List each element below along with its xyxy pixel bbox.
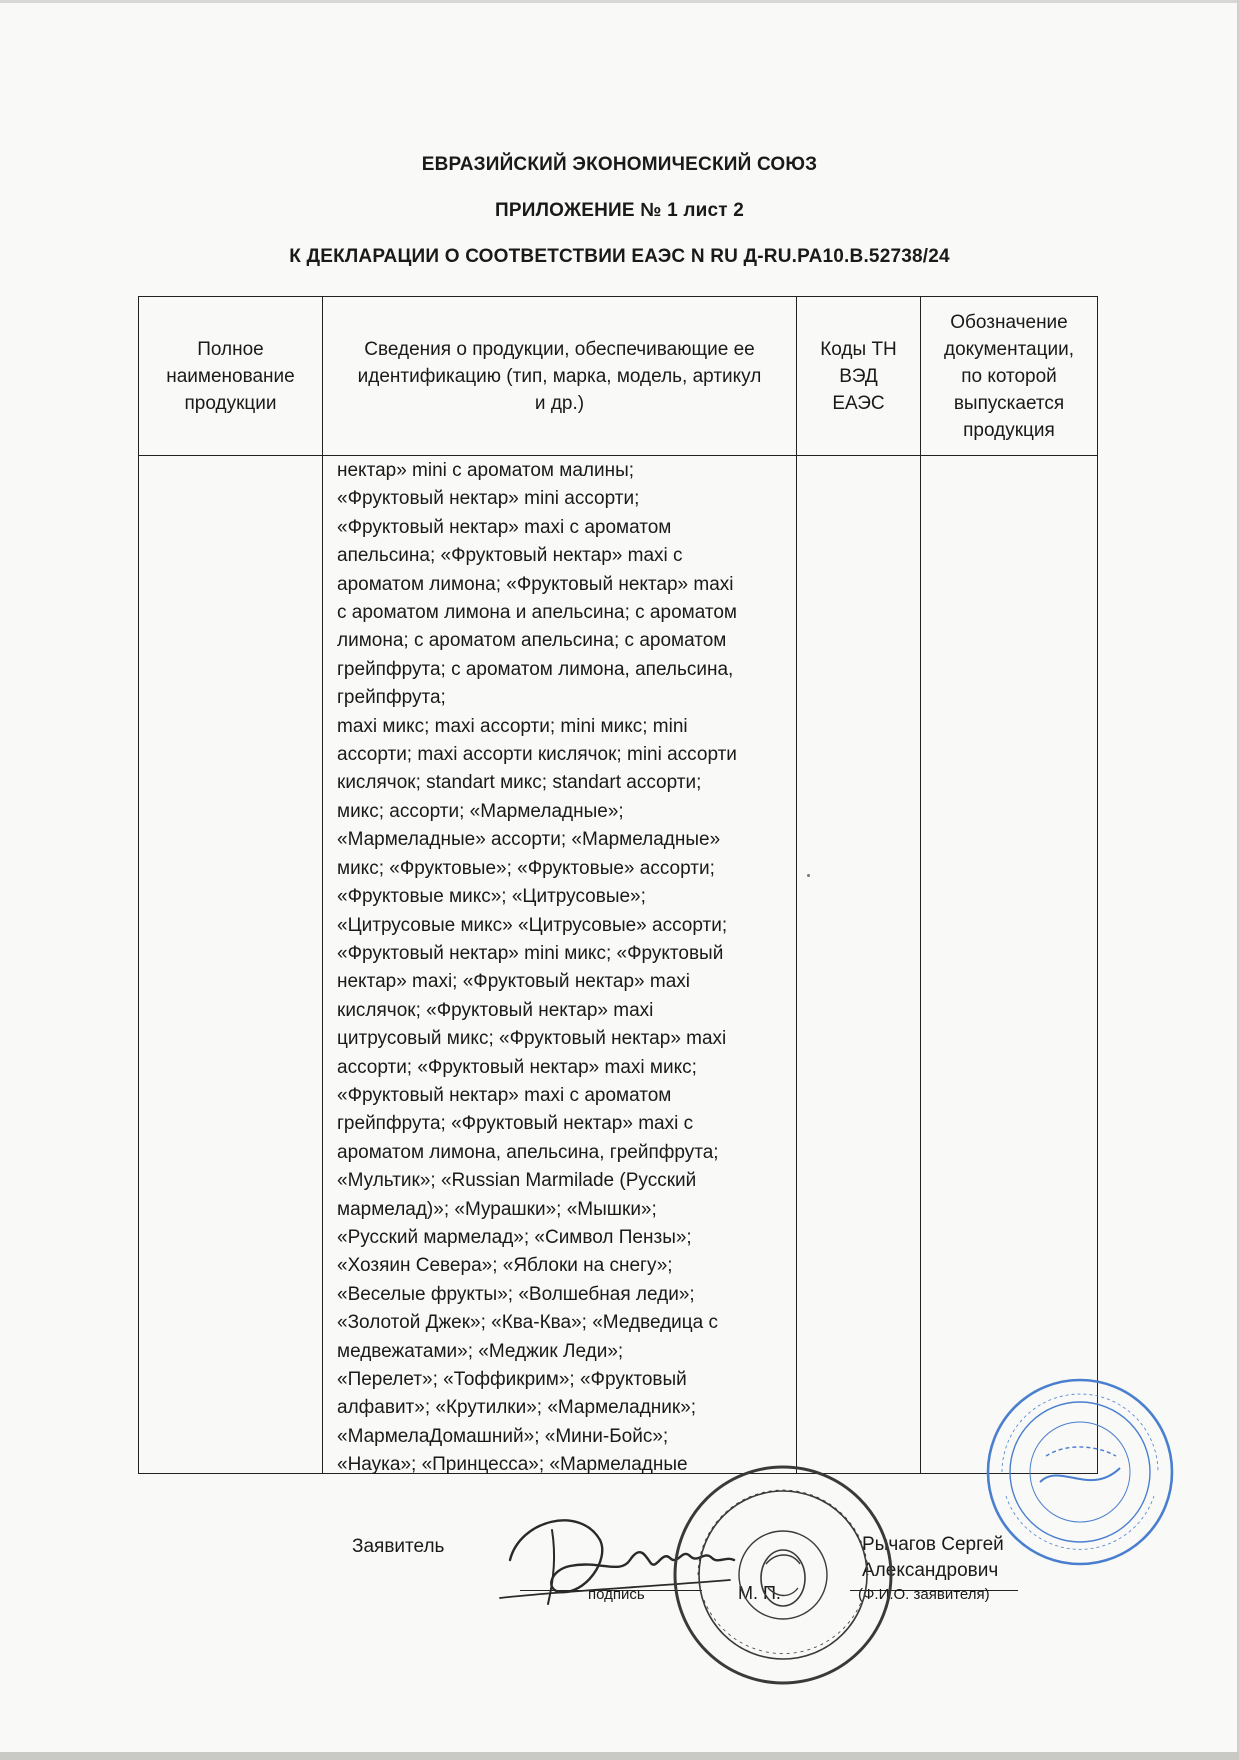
description-line: «Цитрусовые микс» «Цитрусовые» ассорти; bbox=[337, 914, 728, 936]
description-line: кислячок; standart микс; standart ассорти; bbox=[337, 772, 702, 794]
description-line: «Фруктовый нектар» mini микс; «Фруктовый bbox=[337, 942, 724, 964]
description-line: микс; ассорти; «Мармеладные»; bbox=[337, 800, 624, 822]
description-line: «Перелет»; «Тоффикрим»; «Фруктовый bbox=[337, 1369, 687, 1390]
appendix-title: ПРИЛОЖЕНИЕ № 1 лист 2 bbox=[495, 200, 744, 221]
stamp-caption: М. П. bbox=[738, 1583, 781, 1603]
product-table bbox=[138, 296, 1098, 1474]
description-line: цитрусовый микс; «Фруктовый нектар» maxi bbox=[337, 1028, 727, 1050]
description-line: ассорти; maxi ассорти кислячок; mini ассорти bbox=[337, 744, 737, 766]
description-line: грейпфрута; «Фруктовый нектар» maxi с bbox=[337, 1113, 694, 1135]
description-line: «Фруктовый нектар» mini ассорти; bbox=[337, 488, 640, 510]
description-line: «Фруктовый нектар» maxi с ароматом bbox=[337, 516, 672, 538]
description-line: ароматом лимона; «Фруктовый нектар» maxi bbox=[337, 573, 734, 595]
description-line: лимона; с ароматом апельсина; с ароматом bbox=[337, 630, 727, 652]
description-line: апельсина; «Фруктовый нектар» maxi с bbox=[337, 545, 683, 567]
column-header-product-name: Полное наименование продукции bbox=[166, 338, 295, 414]
description-line: грейпфрута; bbox=[337, 687, 446, 709]
description-line: кислячок; «Фруктовый нектар» maxi bbox=[337, 999, 654, 1021]
fio-caption: (Ф.И.О. заявителя) bbox=[858, 1586, 990, 1603]
description-line: «Фруктовый нектар» maxi с ароматом bbox=[337, 1084, 672, 1106]
table-divider bbox=[322, 297, 323, 1473]
description-line: нектар» mini с ароматом малины; bbox=[337, 460, 635, 481]
scan-edge-top bbox=[0, 0, 1239, 3]
signature-caption: подпись bbox=[588, 1586, 645, 1603]
description-line: «Веселые фрукты»; «Волшебная леди»; bbox=[337, 1283, 695, 1305]
table-header-divider bbox=[139, 455, 1097, 456]
product-description-cell bbox=[337, 457, 797, 1475]
description-line: «МармелаДомашний»; «Мини-Бойс»; bbox=[337, 1425, 669, 1447]
description-line: «Фруктовые микс»; «Цитрусовые»; bbox=[337, 886, 646, 908]
description-line: с ароматом лимона и апельсина; с ароматом bbox=[337, 602, 737, 624]
description-line: мармелад)»; «Мурашки»; «Мышки»; bbox=[337, 1198, 657, 1220]
scan-edge-bottom bbox=[0, 1752, 1239, 1760]
description-line: maxi микс; maxi ассорти; mini микс; mini bbox=[337, 715, 688, 737]
description-line: «Русский мармелад»; «Символ Пензы»; bbox=[337, 1226, 692, 1248]
applicant-name-line2: Александрович bbox=[862, 1560, 999, 1581]
declaration-title: К ДЕКЛАРАЦИИ О СООТВЕТСТВИИ ЕАЭС N RU Д-RU.PA10.B.52738/24 bbox=[289, 246, 950, 267]
column-header-documentation: Обозначение документации, по которой выпускается продукция bbox=[943, 311, 1075, 441]
description-line: микс; «Фруктовые»; «Фруктовые» ассорти; bbox=[337, 857, 715, 879]
description-line: «Наука»; «Принцесса»; «Мармеладные bbox=[337, 1454, 688, 1475]
table-divider bbox=[920, 297, 921, 1473]
description-line: ассорти; «Фруктовый нектар» maxi микс; bbox=[337, 1056, 697, 1078]
description-line: «Хозяин Севера»; «Яблоки на снегу»; bbox=[337, 1255, 673, 1277]
description-line: «Мультик»; «Russian Marmilade (Русский bbox=[337, 1170, 697, 1192]
column-header-tn-ved-codes: Коды ТН ВЭД ЕАЭС bbox=[820, 338, 897, 414]
column-header-product-info: Сведения о продукции, обеспечивающие ее идентификацию (тип, марка, модель, артикул и др.) bbox=[357, 338, 762, 414]
description-line: ароматом лимона, апельсина, грейпфрута; bbox=[337, 1141, 719, 1163]
applicant-name-line1: Рычагов Сергей bbox=[862, 1534, 1004, 1555]
description-line: алфавит»; «Крутилки»; «Мармеладник»; bbox=[337, 1397, 697, 1419]
description-line: «Мармеладные» ассорти; «Мармеладные» bbox=[337, 829, 721, 851]
description-line: «Золотой Джек»; «Ква-Ква»; «Медведица с bbox=[337, 1312, 719, 1334]
description-line: медвежатами»; «Меджик Леди»; bbox=[337, 1340, 624, 1362]
union-title: ЕВРАЗИЙСКИЙ ЭКОНОМИЧЕСКИЙ СОЮЗ bbox=[421, 154, 818, 175]
scan-speck bbox=[807, 874, 810, 877]
description-line: нектар» maxi; «Фруктовый нектар» maxi bbox=[337, 971, 690, 993]
applicant-label: Заявитель bbox=[352, 1536, 445, 1557]
description-line: грейпфрута; с ароматом лимона, апельсина, bbox=[337, 658, 734, 680]
